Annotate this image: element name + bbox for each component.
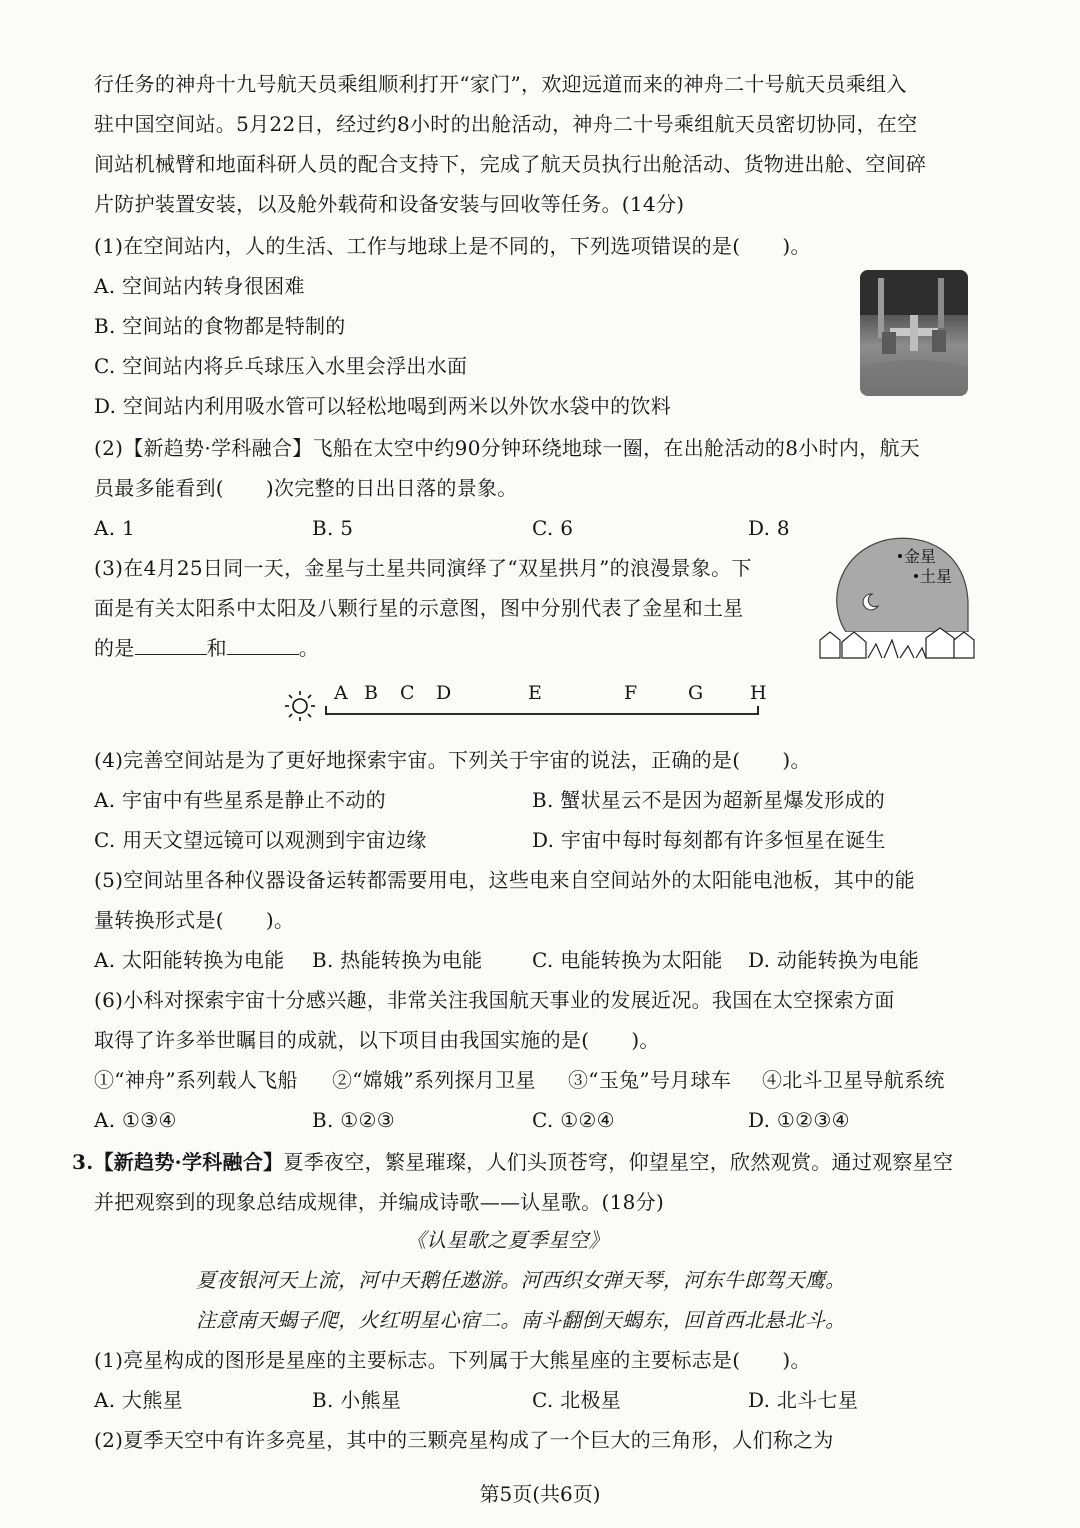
q4-option-d: D. 宇宙中每时每刻都有许多恒星在诞生 [532,828,886,852]
planet-label-e: E [528,682,542,704]
q6-line-1: (6)小科对探索宇宙十分感兴趣，非常关注我国航天事业的发展近况。我国在太空探索方面 [94,988,895,1012]
q1-option-c: C. 空间站内将乒乓球压入水里会浮出水面 [94,354,468,378]
planet-label-b: B [364,682,378,704]
q4-option-c: C. 用天文望远镜可以观测到宇宙边缘 [94,828,427,852]
poem-line-2: 注意南天蝎子爬，火红明星心宿二。南斗翻倒天蝎东，回首西北悬北斗。 [196,1308,846,1332]
sun-icon [285,691,315,721]
q5-line-1: (5)空间站里各种仪器设备运转都需要用电，这些电来自空间站外的太阳能电池板，其中的能 [94,868,915,892]
venus-label: 金星 [904,547,937,566]
intro-line-3: 间站机械臂和地面科研人员的配合支持下，完成了航天员执行出舱活动、货物进出舱、空间碎 [94,152,927,176]
q6-item-3: ③“玉兔”号月球车 [568,1068,732,1092]
answer-blank-venus[interactable] [135,634,207,655]
q5-option-c: C. 电能转换为太阳能 [532,948,723,972]
q6-option-c: C. ①②④ [532,1108,615,1132]
q2-option-c: C. 6 [532,516,574,540]
q4-stem: (4)完善空间站是为了更好地探索宇宙。下列关于宇宙的说法，正确的是( )。 [94,748,811,772]
planet-label-g: G [688,682,704,704]
section3-line-1: 3.【新趋势·学科融合】夏季夜空，繁星璀璨，人们头顶苍穹，仰望星空，欣然观赏。通过观察星空 [72,1150,954,1174]
q1-option-a: A. 空间站内转身很困难 [94,274,305,298]
intro-line-2: 驻中国空间站。5月22日，经过约8小时的出舱活动，神舟二十号乘组航天员密切协同，在空 [94,112,918,136]
q5-option-a: A. 太阳能转换为电能 [94,948,285,972]
q6-option-a: A. ①③④ [94,1108,177,1132]
q5-option-b: B. 热能转换为电能 [312,948,483,972]
q2-line-1: (2)【新趋势·学科融合】飞船在太空中约90分钟环绕地球一圈，在出舱活动的8小时内，航天 [94,436,921,460]
section3-line-2: 并把观察到的现象总结成规律，并编成诗歌——认星歌。(18分) [94,1190,665,1214]
planet-label-d: D [436,682,452,704]
s3-q1-option-c: C. 北极星 [532,1388,622,1412]
intro-line-4: 片防护装置安装，以及舱外载荷和设备安装与回收等任务。(14分) [94,192,685,216]
q6-item-4: ④北斗卫星导航系统 [762,1068,945,1092]
q4-option-b: B. 蟹状星云不是因为超新星爆发形成的 [532,788,886,812]
s3-q1-option-a: A. 大熊星 [94,1388,183,1412]
q3-line-3: 的是 和 。 [94,636,320,660]
q2-option-a: A. 1 [94,516,136,540]
q5-line-2: 量转换形式是( )。 [94,908,295,932]
section3-tag: 【新趋势·学科融合】 [93,1150,284,1174]
q1-option-b: B. 空间站的食物都是特制的 [94,314,346,338]
q6-option-d: D. ①②③④ [748,1108,850,1132]
q6-line-2: 取得了许多举世瞩目的成就，以下项目由我国实施的是( )。 [94,1028,660,1052]
page-footer: 第5页(共6页) [479,1482,601,1506]
poem-line-1: 夏夜银河天上流，河中天鹅任遨游。河西织女弹天琴，河东牛郎驾天鹰。 [196,1268,846,1292]
answer-blank-saturn[interactable] [227,634,299,655]
q5-option-d: D. 动能转换为电能 [748,948,920,972]
poem-title: 《认星歌之夏季星空》 [406,1228,609,1252]
intro-line-1: 行任务的神舟十九号航天员乘组顺利打开“家门”，欢迎远道而来的神舟二十号航天员乘组入 [94,72,907,96]
q2-option-d: D. 8 [748,516,790,540]
solar-system-diagram [280,682,780,730]
q3-line-2: 面是有关太阳系中太阳及八颗行星的示意图，图中分别代表了金星和土星 [94,596,744,620]
saturn-label: 土星 [920,567,953,586]
planet-label-c: C [400,682,415,704]
planet-label-a: A [334,682,348,704]
q2-line-2: 员最多能看到( )次完整的日出日落的景象。 [94,476,518,500]
q1-stem: (1)在空间站内，人的生活、工作与地球上是不同的，下列选项错误的是( )。 [94,234,811,258]
s3-q2-line: (2)夏季天空中有许多亮星，其中的三颗亮星构成了一个巨大的三角形，人们称之为 [94,1428,834,1452]
section3-number: 3. [72,1150,94,1174]
s3-q1-stem: (1)亮星构成的图形是星座的主要标志。下列属于大熊星座的主要标志是( )。 [94,1348,811,1372]
planet-label-h: H [750,682,767,704]
q3-line-1: (3)在4月25日同一天，金星与土星共同演绎了“双星拱月”的浪漫景象。下 [94,556,752,580]
q6-option-b: B. ①②③ [312,1108,396,1132]
space-station-photo [860,270,968,396]
s3-q1-option-d: D. 北斗七星 [748,1388,859,1412]
double-star-moon-figure [816,532,976,662]
q6-item-2: ②“嫦娥”系列探月卫星 [332,1068,536,1092]
q2-option-b: B. 5 [312,516,354,540]
planet-label-f: F [624,682,638,704]
q1-option-d: D. 空间站内利用吸水管可以轻松地喝到两米以外饮水袋中的饮料 [94,394,672,418]
s3-q1-option-b: B. 小熊星 [312,1388,402,1412]
q4-option-a: A. 宇宙中有些星系是静止不动的 [94,788,386,812]
q6-item-1: ①“神舟”系列载人飞船 [94,1068,298,1092]
